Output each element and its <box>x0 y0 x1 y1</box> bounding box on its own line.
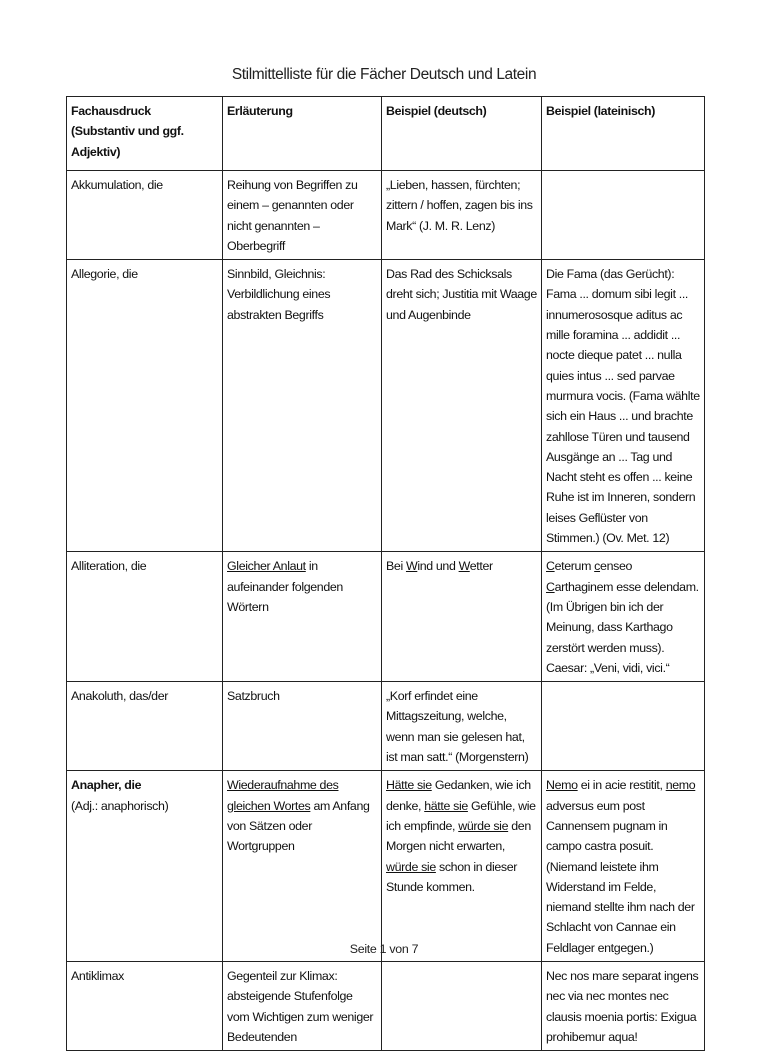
cell-example-de <box>382 552 542 682</box>
underlined-letter: c <box>594 559 601 574</box>
cell-example-la <box>542 171 705 260</box>
cell-explanation: Sinnbild, Gleichnis: Verbildlichung eines abstrakten Begriffs <box>223 260 382 552</box>
example-text: arthaginem esse delendam.(Im Übrigen bin ich der Meinung, dass Karthago zerstört werden muss). <box>546 579 699 655</box>
cell-example-de <box>382 961 542 1050</box>
cell-explanation <box>223 552 382 682</box>
cell-example-de: „Korf erfindet eine Mittagszeitung, welche, wenn man sie gelesen hat, ist man satt.“ (Morgenstern) <box>382 682 542 771</box>
header-example-de: Beispiel (deutsch) <box>382 97 542 171</box>
cell-explanation: Gegenteil zur Klimax: absteigende Stufenfolge vom Wichtigen zum weniger Bedeutenden <box>223 961 382 1050</box>
example-text: etter <box>469 559 493 574</box>
underlined-text: Nemo <box>546 778 578 793</box>
example-text: ind und <box>417 559 459 574</box>
cell-term: Alliteration, die <box>67 552 223 682</box>
underlined-letter: C <box>546 559 555 574</box>
underlined-text: würde sie <box>386 859 436 874</box>
cell-example-de: „Lieben, hassen, fürchten; zittern / hoffen, zagen bis ins Mark“ (J. M. R. Lenz) <box>382 171 542 260</box>
table-row-alliteration <box>67 552 705 682</box>
header-term-line: Adjektiv) <box>71 144 121 159</box>
term-name: Anapher, die <box>71 778 142 793</box>
underlined-text: Wiederaufnahme des gleichen Wortes <box>227 778 339 813</box>
underlined-text: Gleicher Anlaut <box>227 559 306 574</box>
header-example-la: Beispiel (lateinisch) <box>542 97 705 171</box>
example-text: Gedanken, wie ich denke, <box>386 778 531 813</box>
stylistic-devices-table <box>66 96 705 1051</box>
example-text: schon in dieser Stunde kommen. <box>386 859 518 894</box>
cell-term: Allegorie, die <box>67 260 223 552</box>
underlined-letter: W <box>405 559 418 574</box>
term-adjective: (Adj.: anaphorisch) <box>71 798 169 813</box>
underlined-letter: C <box>546 579 555 594</box>
cell-example-la <box>542 771 705 962</box>
cell-example-la <box>542 682 705 771</box>
cell-explanation <box>223 771 382 962</box>
table-row-anapher <box>67 771 705 962</box>
header-explanation: Erläuterung <box>223 97 382 171</box>
header-term-line: (Substantiv und ggf. <box>71 124 184 139</box>
table-header-row <box>67 97 705 171</box>
cell-example-la <box>542 552 705 682</box>
cell-example-la: Die Fama (das Gerücht): Fama ... domum sibi legit ... innumerososque aditus ac mille foramina ... addidit ... nocte dieque patet ... nulla quies intus ... sed parvae murmura vocis. (Fama wählte sich ein Haus ... und brachte zahllose Türen und tausend Ausgänge an ... Tag und Nacht steht es offen ... keine Ruhe ist im Inneren, sondern leises Geflüster von Stimmen.) (Ov. Met. 12) <box>542 260 705 552</box>
table-row-antiklimax <box>67 961 705 1050</box>
page-number: Seite 1 von 7 <box>349 942 419 956</box>
explanation-text: am Anfang von Sätzen oder Wortgruppen <box>227 798 370 854</box>
header-term <box>67 97 223 171</box>
cell-example-de: Das Rad des Schicksals dreht sich; Justitia mit Waage und Augenbinde <box>382 260 542 552</box>
cell-term: Antiklimax <box>67 961 223 1050</box>
cell-term: Akkumulation, die <box>67 171 223 260</box>
example-quote: Caesar: „Veni, vidi, vici.“ <box>546 660 670 675</box>
cell-term: Anakoluth, das/der <box>67 682 223 771</box>
example-text: Gefühle, wie ich empfinde, <box>386 798 536 833</box>
cell-explanation: Satzbruch <box>223 682 382 771</box>
underlined-text: hätte sie <box>424 798 468 813</box>
table-row-akkumulation <box>67 171 705 260</box>
underlined-text: würde sie <box>458 818 509 833</box>
cell-example-la: Nec nos mare separat ingens nec via nec montes nec clausis moenia portis: Exigua prohibemur aqua! <box>542 961 705 1050</box>
cell-example-de <box>382 771 542 962</box>
document-title: Stilmittelliste für die Fächer Deutsch und Latein <box>231 66 537 83</box>
example-text: enseo <box>600 559 633 574</box>
example-text: den Morgen nicht erwarten, <box>386 818 531 854</box>
example-text: eterum <box>554 559 595 574</box>
example-text: ei in acie restitit, <box>577 778 666 793</box>
table-row-anakoluth <box>67 682 705 771</box>
explanation-text: in aufeinander folgenden Wörtern <box>227 559 343 614</box>
example-text: Bei <box>386 559 406 574</box>
cell-term <box>67 771 223 962</box>
underlined-letter: W <box>458 559 470 574</box>
header-term-line: Fachausdruck <box>71 104 151 118</box>
underlined-text: Hätte sie <box>386 778 432 793</box>
underlined-text: nemo <box>665 778 696 793</box>
example-text: adversus eum post Cannensem pugnam in campo castra posuit. (Niemand leistete ihm Widerstand im Felde, niemand stellte ihm nach der Schlacht von Cannae ein Feldlager entgegen.) <box>546 798 695 955</box>
table-row-allegorie <box>67 260 705 552</box>
cell-explanation: Reihung von Begriffen zu einem – genannten oder nicht genannten – Oberbegriff <box>223 171 382 260</box>
